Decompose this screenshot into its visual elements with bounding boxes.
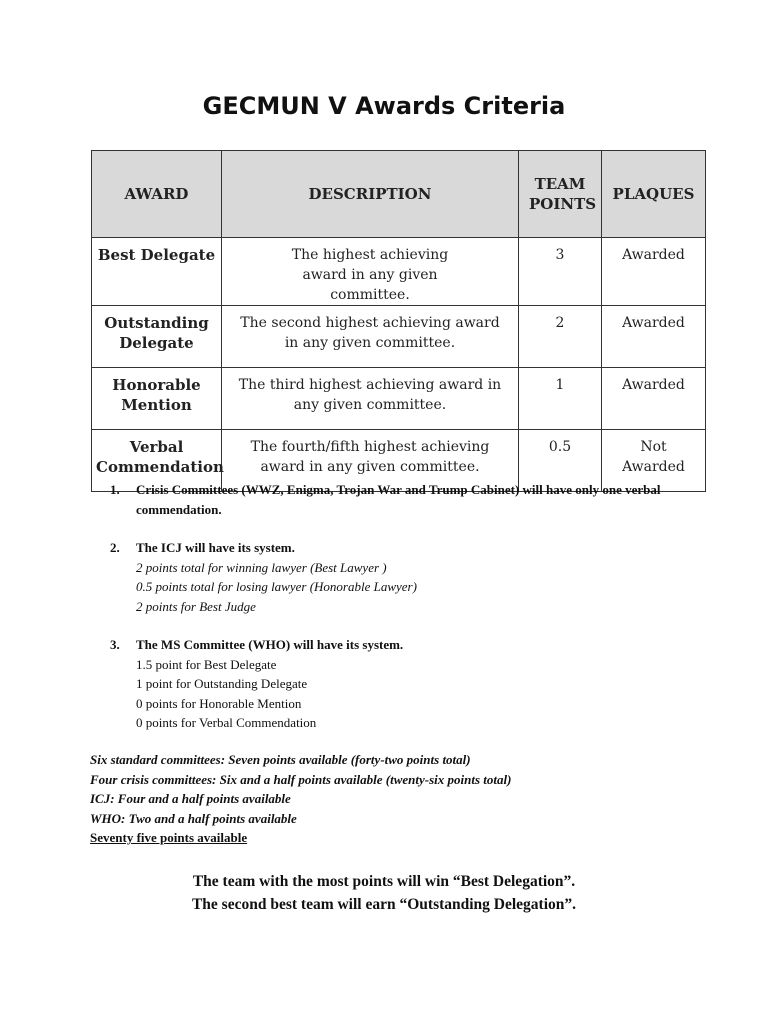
award-name-cell: Best Delegate — [92, 238, 222, 306]
summary-line: ICJ: Four and a half points available — [90, 791, 291, 806]
list-heading: The ICJ will have its system. — [136, 540, 295, 555]
points-cell: 3 — [519, 238, 602, 306]
column-header-award: AWARD — [92, 151, 222, 238]
table-row — [92, 368, 706, 430]
award-name-cell: Verbal Commendation — [92, 430, 222, 492]
award-name-cell: Outstanding Delegate — [92, 306, 222, 368]
points-cell: 2 — [519, 306, 602, 368]
page-title: GECMUN V Awards Criteria — [202, 92, 566, 120]
award-name-cell: Honorable Mention — [92, 368, 222, 430]
description-cell: The highest achieving award in any given committee. — [222, 238, 519, 306]
list-item — [110, 538, 690, 616]
closing-statement — [0, 870, 768, 916]
list-number: 1. — [110, 482, 120, 497]
description-cell: The third highest achieving award in any given committee. — [222, 368, 519, 430]
list-heading: Crisis Committees (WWZ, Enigma, Trojan War and Trump Cabinet) will have only one verbal commendation. — [136, 482, 661, 517]
rules-list — [110, 480, 690, 752]
icj-point-line: 0.5 points total for losing lawyer (Honorable Lawyer) — [136, 579, 417, 594]
plaques-cell: Awarded — [602, 238, 706, 306]
list-item — [110, 480, 690, 519]
points-cell: 1 — [519, 368, 602, 430]
table-row — [92, 306, 706, 368]
summary-line: Six standard committees: Seven points available (forty-two points total) — [90, 752, 471, 767]
list-item — [110, 635, 690, 733]
column-header-team-points: TEAM POINTS — [519, 151, 602, 238]
description-cell: The fourth/fifth highest achieving award in any given committee. — [222, 430, 519, 492]
icj-point-line: 2 points total for winning lawyer (Best Lawyer ) — [136, 559, 387, 575]
points-summary — [90, 750, 690, 848]
table-header-row — [92, 151, 706, 238]
who-point-line: 0 points for Honorable Mention — [136, 695, 302, 711]
summary-line: Four crisis committees: Six and a half points available (twenty-six points total) — [90, 771, 512, 787]
list-heading: The MS Committee (WHO) will have its system. — [136, 637, 404, 652]
who-point-line: 1 point for Outstanding Delegate — [136, 676, 308, 691]
plaques-cell: Not Awarded — [602, 430, 706, 492]
who-point-line: 0 points for Verbal Commendation — [136, 715, 317, 730]
closing-line: The second best team will earn “Outstanding Delegation”. — [191, 896, 577, 913]
closing-line: The team with the most points will win “Best Delegation”. — [192, 873, 576, 890]
icj-point-line: 2 points for Best Judge — [136, 598, 256, 614]
list-number: 2. — [110, 540, 120, 555]
plaques-cell: Awarded — [602, 368, 706, 430]
list-number: 3. — [110, 637, 120, 652]
table-row — [92, 238, 706, 306]
description-cell: The second highest achieving award in any given committee. — [222, 306, 519, 368]
total-points-line: Seventy five points available — [90, 830, 248, 845]
plaques-cell: Awarded — [602, 306, 706, 368]
points-cell: 0.5 — [519, 430, 602, 492]
awards-table — [91, 150, 706, 492]
column-header-description: DESCRIPTION — [222, 151, 519, 238]
summary-line: WHO: Two and a half points available — [90, 810, 297, 826]
who-point-line: 1.5 point for Best Delegate — [136, 656, 277, 672]
column-header-plaques: PLAQUES — [602, 151, 706, 238]
